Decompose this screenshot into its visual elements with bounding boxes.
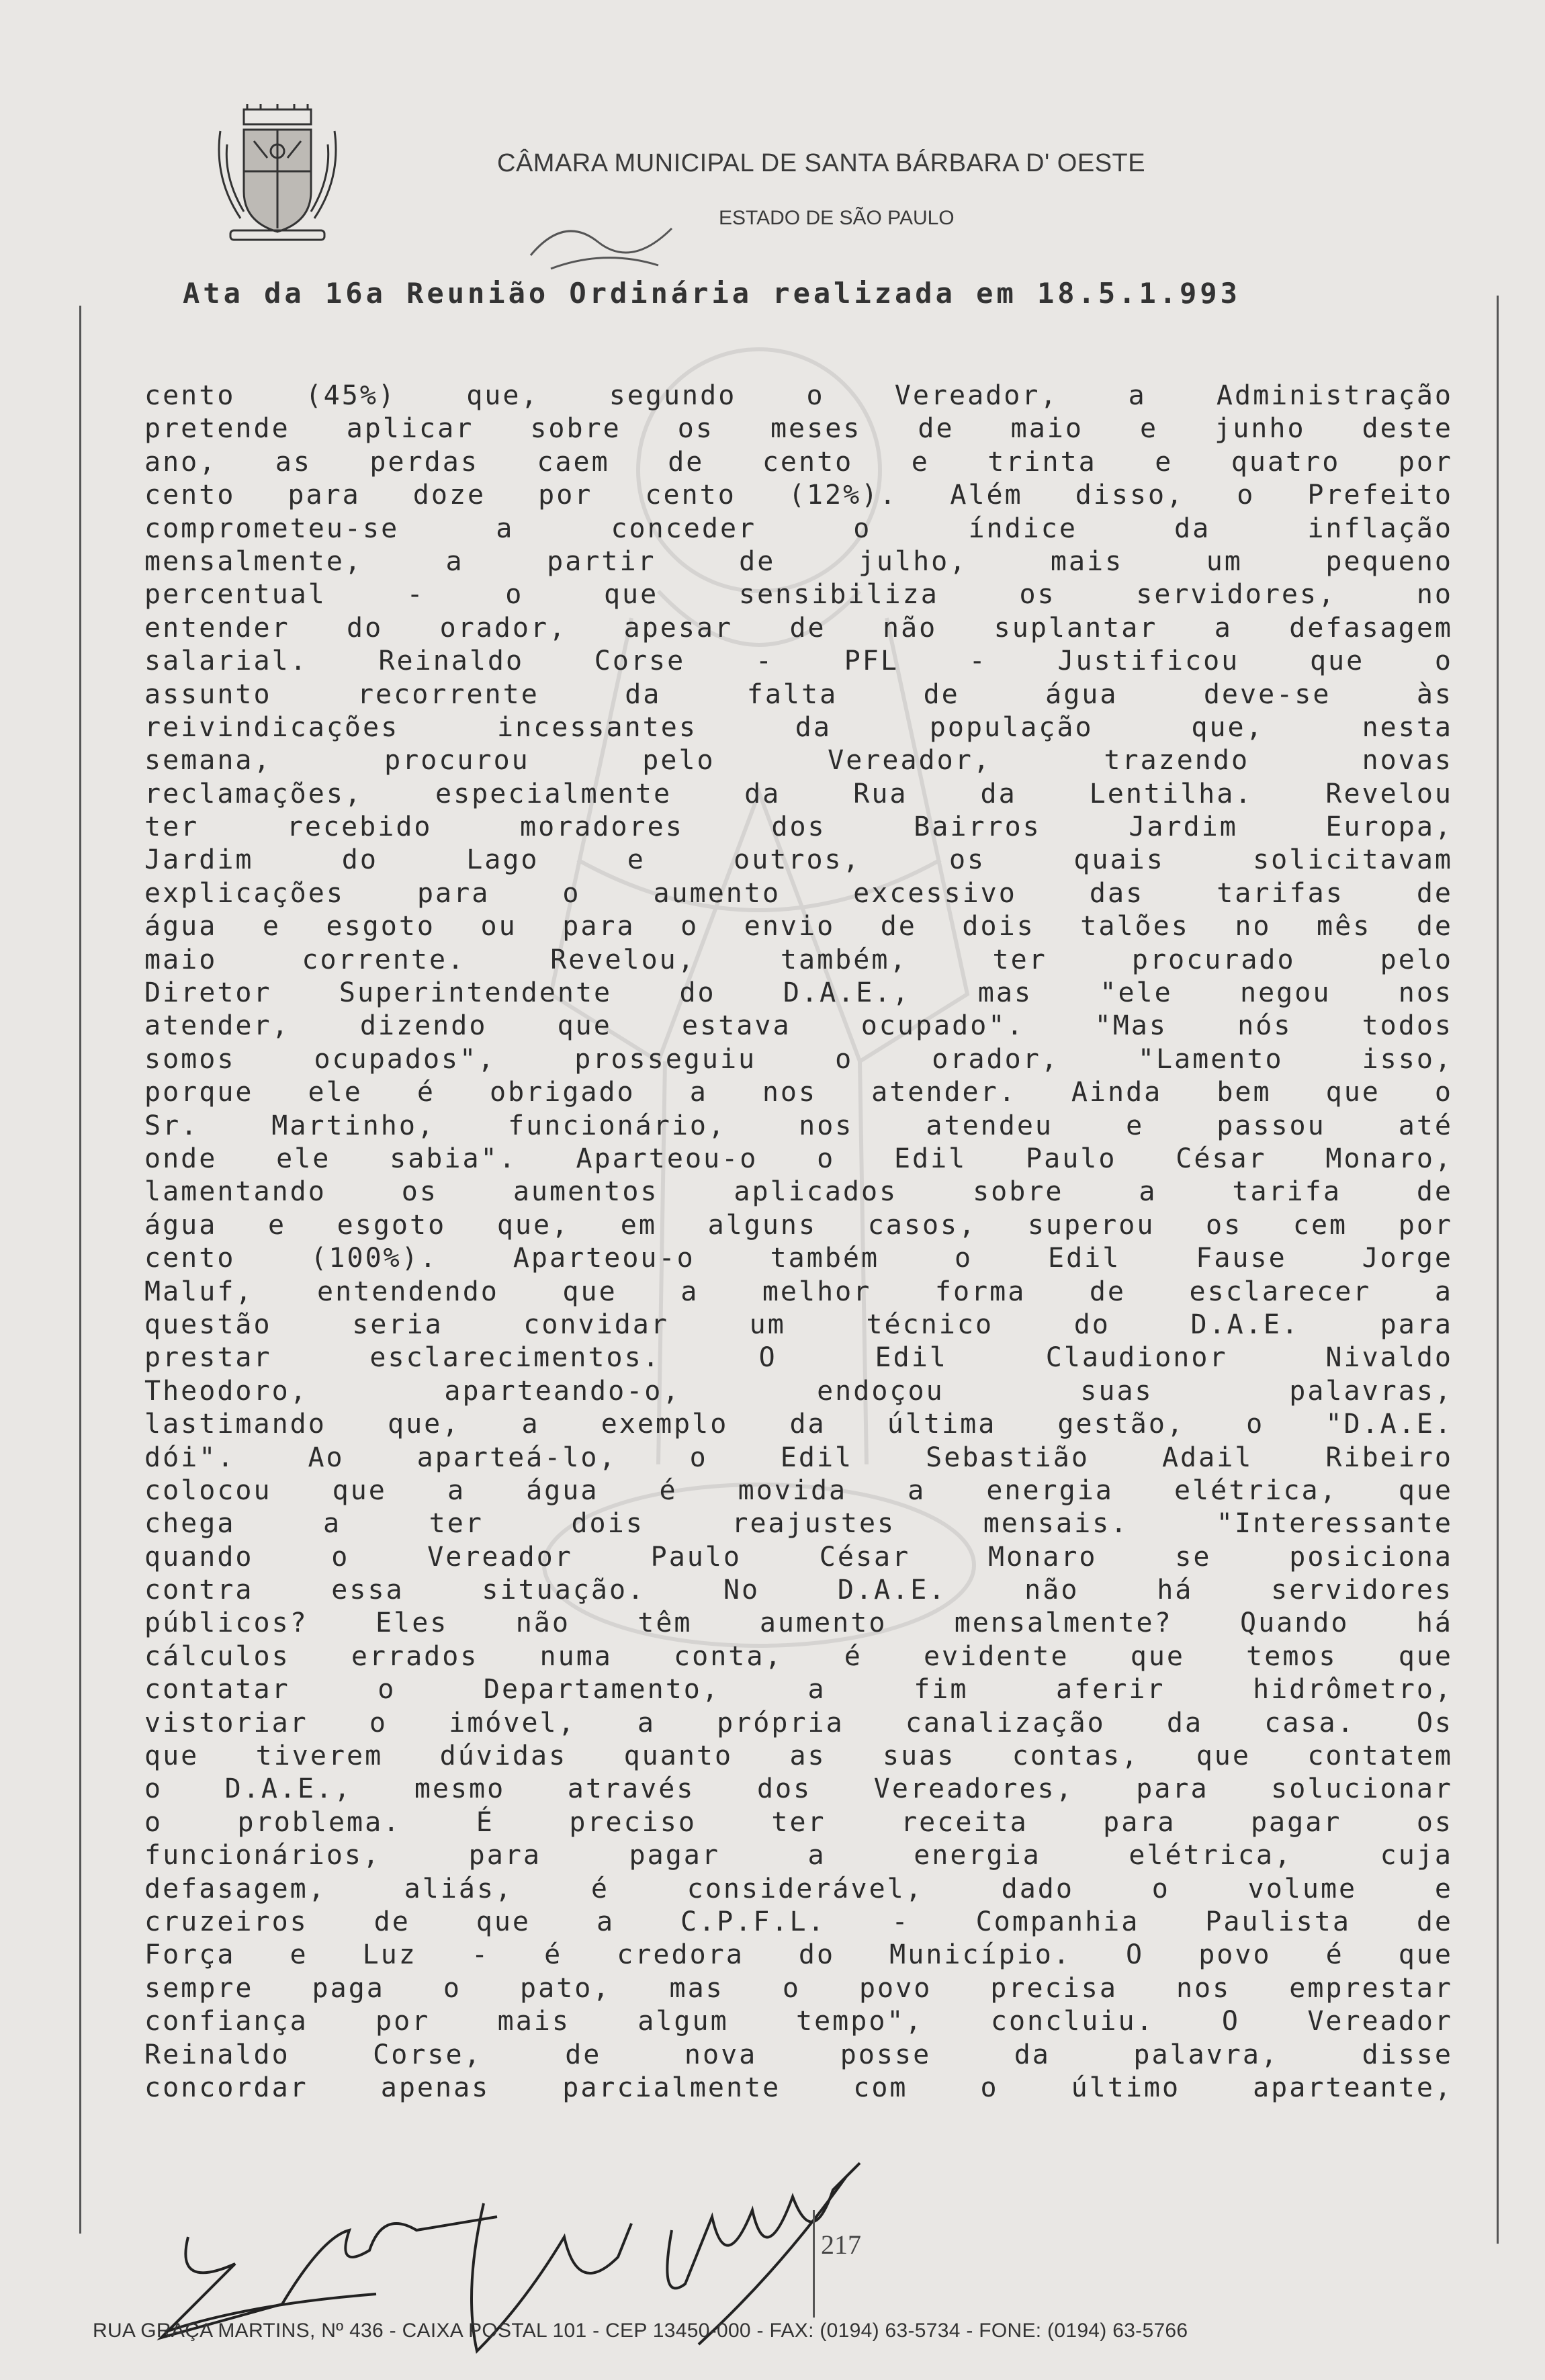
text-line: cruzeiros de que a C.P.F.L. - Companhia Paulista de — [144, 1906, 1453, 1937]
text-line: contatar o Departamento, a fim aferir hidrômetro, — [144, 1674, 1453, 1706]
text-line: Diretor Superintendente do D.A.E., mas "ele negou nos — [144, 977, 1453, 1009]
text-line: confiança por mais algum tempo", concluiu. O Vereador — [144, 2006, 1453, 2037]
text-line: concordar apenas parcialmente com o último aparteante, — [144, 2072, 1453, 2103]
text-line: semana, procurou pelo Vereador, trazendo novas — [144, 745, 1453, 777]
text-line: pretende aplicar sobre os meses de maio e junho deste — [144, 413, 1453, 445]
institution-name: CÂMARA MUNICIPAL DE SANTA BÁRBARA D' OESTE — [497, 149, 1146, 177]
municipal-coat-of-arms-icon — [214, 104, 341, 242]
text-line: Maluf, entendendo que a melhor forma de esclarecer a — [144, 1276, 1453, 1307]
text-line: Força e Luz - é credora do Município. O povo é que — [144, 1939, 1453, 1971]
text-line: lamentando os aumentos aplicados sobre a tarifa de — [144, 1176, 1453, 1208]
text-line: Theodoro, aparteando-o, endoçou suas palavras, — [144, 1375, 1453, 1407]
text-line: o D.A.E., mesmo através dos Vereadores, para solucionar — [144, 1773, 1453, 1805]
text-line: o problema. É preciso ter receita para pagar os — [144, 1806, 1453, 1838]
text-line: salarial. Reinaldo Corse - PFL - Justificou que o — [144, 646, 1453, 677]
text-line: Reinaldo Corse, de nova posse da palavra, disse — [144, 2039, 1453, 2070]
text-line: somos ocupados", prosseguiu o orador, "Lamento isso, — [144, 1043, 1453, 1075]
text-line: vistoriar o imóvel, a própria canalização da casa. Os — [144, 1707, 1453, 1738]
text-line: percentual - o que sensibiliza os servidores, no — [144, 579, 1453, 611]
text-line: que tiverem dúvidas quanto as suas contas, que contatem — [144, 1740, 1453, 1772]
minutes-title: Ata da 16a Reunião Ordinária realizada em 18.5.1.993 — [183, 277, 1241, 310]
text-line: Jardim do Lago e outros, os quais solicitavam — [144, 844, 1453, 876]
text-line: cálculos errados numa conta, é evidente que temos que — [144, 1640, 1453, 1672]
text-line: defasagem, aliás, é considerável, dado o volume e — [144, 1873, 1453, 1904]
text-line: mensalmente, a partir de julho, mais um pequeno — [144, 545, 1453, 577]
text-line: onde ele sabia". Aparteou-o o Edil Paulo César Monaro, — [144, 1143, 1453, 1174]
text-line: dói". Ao aparteá-lo, o Edil Sebastião Adail Ribeiro — [144, 1442, 1453, 1473]
text-line: públicos? Eles não têm aumento mensalmente? Quando há — [144, 1607, 1453, 1639]
text-line: funcionários, para pagar a energia elétrica, cuja — [144, 1840, 1453, 1871]
text-line: Sr. Martinho, funcionário, nos atendeu e passou até — [144, 1110, 1453, 1141]
text-line: assunto recorrente da falta de água deve-se às — [144, 678, 1453, 710]
text-line: cento para doze por cento (12%). Além disso, o Prefeito — [144, 480, 1453, 511]
text-line: entender do orador, apesar de não suplantar a defasagem — [144, 612, 1453, 644]
text-line: cento (45%) que, segundo o Vereador, a Administração — [144, 380, 1453, 411]
text-line: explicações para o aumento excessivo das tarifas de — [144, 877, 1453, 909]
text-line: lastimando que, a exemplo da última gestão, o "D.A.E. — [144, 1409, 1453, 1440]
text-line: contra essa situação. No D.A.E. não há servidores — [144, 1575, 1453, 1606]
text-line: sempre paga o pato, mas o povo precisa nos emprestar — [144, 1972, 1453, 2004]
page-number: 217 — [821, 2230, 861, 2260]
text-line: ter recebido moradores dos Bairros Jardim Europa, — [144, 811, 1453, 843]
text-line: maio corrente. Revelou, também, ter procurado pelo — [144, 944, 1453, 975]
text-line: atender, dizendo que estava ocupado". "Mas nós todos — [144, 1010, 1453, 1042]
text-line: prestar esclarecimentos. O Edil Claudionor Nivaldo — [144, 1342, 1453, 1374]
text-line: porque ele é obrigado a nos atender. Ainda bem que o — [144, 1077, 1453, 1108]
page-number-box — [813, 2210, 902, 2318]
footer-address: RUA GRAÇA MARTINS, Nº 436 - CAIXA POSTAL 101 - CEP 13450-000 - FAX: (0194) 63-5734 - FONE: (0194) 63-5766 — [93, 2320, 1188, 2342]
text-line: reclamações, especialmente da Rua da Lentilha. Revelou — [144, 778, 1453, 809]
text-line: quando o Vereador Paulo César Monaro se posiciona — [144, 1541, 1453, 1573]
state-name: ESTADO DE SÃO PAULO — [719, 207, 955, 229]
handwritten-initial-icon — [524, 202, 678, 282]
text-line: reivindicações incessantes da população que, nesta — [144, 711, 1453, 743]
text-line: chega a ter dois reajustes mensais. "Interessante — [144, 1508, 1453, 1540]
text-line: cento (100%). Aparteou-o também o Edil Fause Jorge — [144, 1243, 1453, 1274]
text-line: água e esgoto ou para o envio de dois talões no mês de — [144, 911, 1453, 942]
right-margin-line — [1497, 296, 1499, 2244]
minutes-body — [144, 380, 1453, 2105]
left-margin-line — [79, 306, 81, 2234]
text-line: colocou que a água é movida a energia elétrica, que — [144, 1474, 1453, 1506]
text-line: água e esgoto que, em alguns casos, superou os cem por — [144, 1209, 1453, 1241]
text-line: comprometeu-se a conceder o índice da inflação — [144, 513, 1453, 544]
text-line: questão seria convidar um técnico do D.A.E. para — [144, 1309, 1453, 1340]
text-line: ano, as perdas caem de cento e trinta e quatro por — [144, 446, 1453, 478]
